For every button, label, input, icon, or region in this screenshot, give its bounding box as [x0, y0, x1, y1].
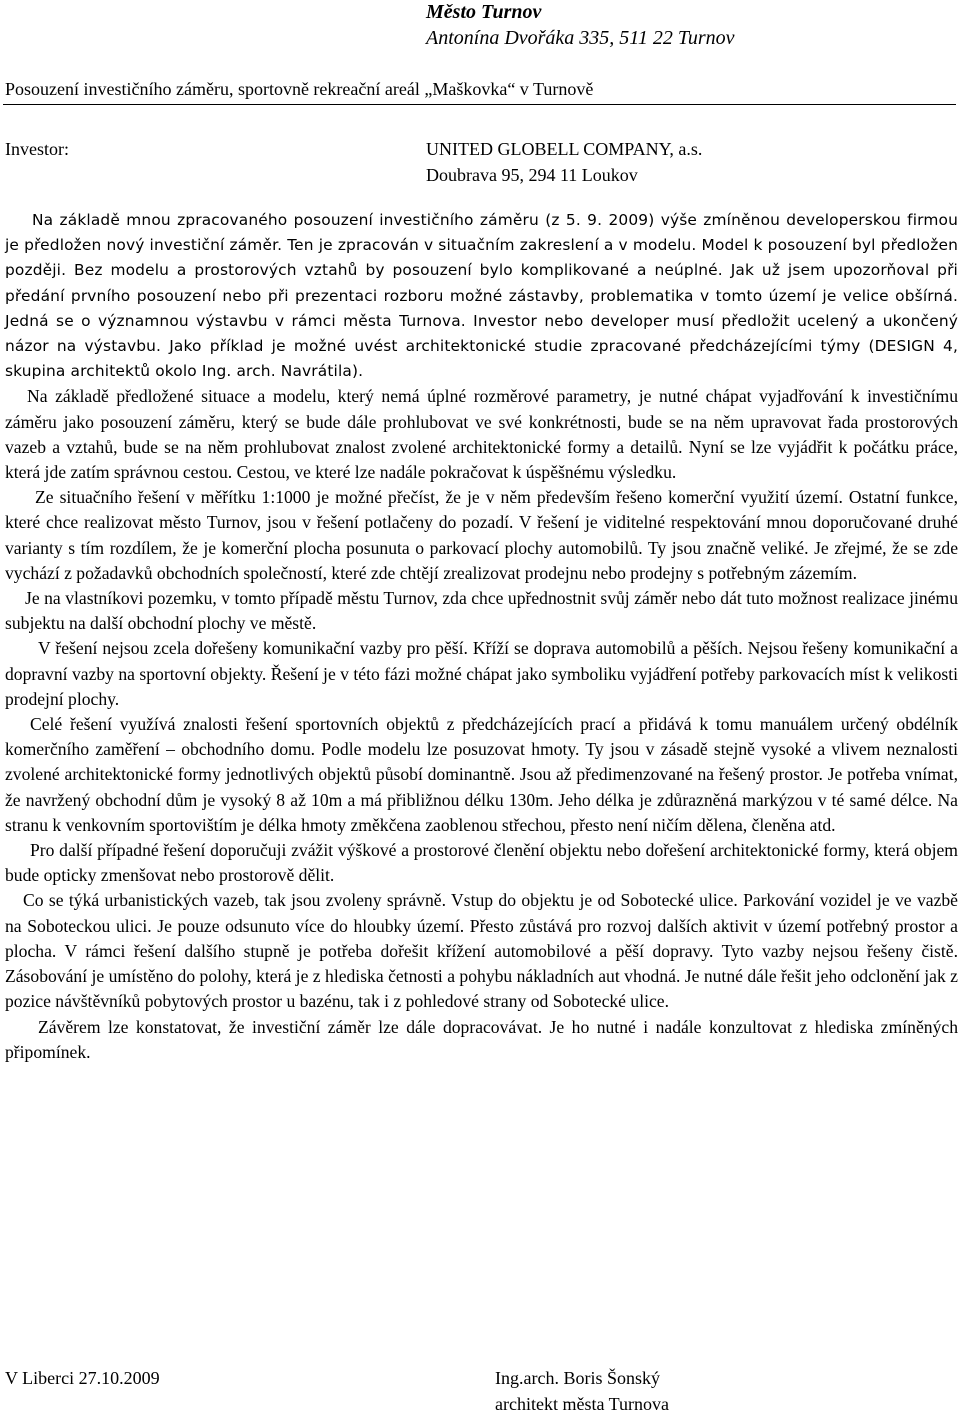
place-date: V Liberci 27.10.2009	[5, 1368, 160, 1388]
paragraph-conclusion: Závěrem lze konstatovat, že investiční záměr lze dále dopracovávat. Je ho nutné i nadále konzultovat z hlediska zmíněných připomínek.	[5, 1016, 958, 1062]
paragraph: Na základě předložené situace a modelu, který nemá úplné rozměrové parametry, je nutné chápat vyjadřování k investičnímu záměru jako posouzení záměru, který se bude dále prohlubovat ve své konkrétnosti, bude se na něm upravovat řada prostorových vazeb a vztahů, bude se na něm prohlubovat znalost zvolené architektonické formy a detailů. Nyní se lze vyjádřit k počátku práce, která jde zatím správnou cestou. Cestou, ve které lze nadále pokračovat k úspěšnému výsledku.	[5, 386, 958, 483]
paragraph: Co se týká urbanistických vazeb, tak jsou zvoleny správně. Vstup do objektu je od Sobotecké ulice. Parkování vozidel je ve vazbě na Soboteckou ulici. Je pouze odsunuto více do hloubky území. Přesto zůstává pro rozvoj dalších aktivit v území potřebný prostor a plocha. V rámci řešení dalšího stupně je potřeba dořešit křížení automobilové a pěší dopravy. Tyto vazby nejsou řešeny čistě. Zásobování je umístěno do polohy, která je z hlediska četnosti a pohybu nákladních aut vhodná. Je nutné dále řešit jeho odclonění jak z pozice návštěvníků pobytových prostor u bazénu, tak i z pohledové strany od Sobotecké ulice.	[5, 890, 958, 1012]
document-subject: Posouzení investičního záměru, sportovně rekreační areál „Maškovka“ v Turnově	[5, 79, 594, 99]
signer-title: architekt města Turnova	[495, 1394, 669, 1414]
paragraph: Celé řešení využívá znalosti řešení sportovních objektů z předcházejících prací a přidává k tomu manuálem určený obdélník komerčního zaměření – obchodního domu. Podle modelu lze posuzovat hmoty. Ty jsou v zásadě stejně vysoké a vlivem neznalosti zvolené architektonické formy jednotlivých objektů působí dominantně. Jsou až předimenzované na řešený prostor. Je potřeba vnímat, že navržený obchodní dům je vysoký 8 až 10m a má přibližnou délku 130m. Jeho délka je zdůrazněná markýzou v té samé délce. Na stranu k venkovním sportovištím je délka hmoty změkčena zaoblenou střechou, přesto není ničím dělena, členěna atd.	[5, 714, 958, 835]
paragraph: V řešení nejsou zcela dořešeny komunikační vazby pro pěší. Kříží se doprava automobilů a pěších. Nejsou řešeny komunikační a dopravní vazby na sportovní objekty. Řešení je v této fázi možné chápat jako symboliku vyjádření potřeby parkovacích míst k velikosti prodejní plochy.	[5, 638, 958, 709]
document-body	[5, 208, 958, 1065]
paragraph: Je na vlastníkovi pozemku, v tomto případě městu Turnov, zda chce upřednostnit svůj záměr nebo dát tuto možnost realizace jinému subjektu na další obchodní plochy ve městě.	[5, 588, 958, 634]
org-name: Město Turnov	[426, 1, 542, 23]
paragraph: Ze situačního řešení v měřítku 1:1000 je možné přečíst, že je v něm především řešeno komerční využití území. Ostatní funkce, které chce realizovat město Turnov, jsou v řešení potlačeny do pozadí. V řešení je viditelné respektování mnou doporučované druhé varianty s tím rozdílem, že je komerční plocha posunuta o parkovací plochy automobilů. Ty jsou značně veliké. Je zřejmé, že se zde vychází z požadavků obchodních společností, které zde chtějí zrealizovat prodejnu nebo prodejny s potřebným zázemím.	[5, 487, 958, 583]
paragraph: Pro další případné řešení doporučuji zvážit výškové a prostorové členění objektu nebo dořešení architektonické formy, která objem bude opticky zmenšovat nebo prostorově dělit.	[5, 840, 958, 886]
investor-name: UNITED GLOBELL COMPANY, a.s.	[426, 139, 703, 159]
org-address: Antonína Dvořáka 335, 511 22 Turnov	[426, 27, 735, 49]
investor-label: Investor:	[5, 139, 69, 159]
signer-name: Ing.arch. Boris Šonský	[495, 1368, 660, 1388]
paragraph-intro: Na základě mnou zpracovaného posouzení investičního záměru (z 5. 9. 2009) výše zmíněnou developerskou firmou je předložen nový investiční záměr. Ten je zpracován v situačním zakreslení a v modelu. Model k posouzení byl předložen později. Bez modelu a prostorových vztahů by posouzení bylo komplikované a neúplné. Jak už jsem upozorňoval při předání prvního posouzení nebo při prezentaci rozboru možné zástavby, problematika v tomto území je velice obšírná. Jedná se o významnou výstavbu v rámci města Turnova. Investor nebo developer musí předložit ucelený a ukončený názor na výstavbu. Jako příklad je možné uvést architektonické studie zpracované předcházejícími týmy (DESIGN 4, skupina architektů okolo Ing. arch. Navrátila).	[5, 211, 958, 381]
divider	[3, 104, 956, 105]
investor-address: Doubrava 95, 294 11 Loukov	[426, 165, 638, 185]
